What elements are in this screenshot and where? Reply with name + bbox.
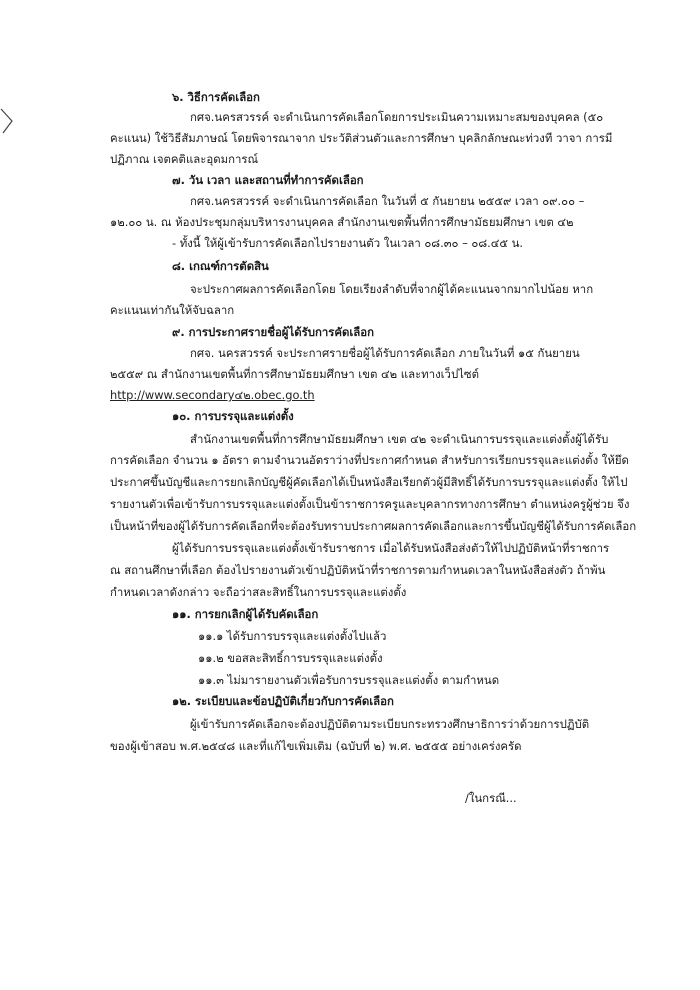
section-12-line-1: ผู้เข้ารับการคัดเลือกจะต้องปฏิบัติตามระเบียบกระทรวงศึกษาธิการว่าด้วยการปฏิบัติ — [190, 717, 590, 731]
secondary-website-link[interactable]: http://www.secondary๔๒.obec.go.th — [110, 388, 315, 402]
section-11-item-3: ๑๑.๓ ไม่มารายงานตัวเพื่อรับการบรรจุและแต่งตั้ง ตามกำหนด — [198, 673, 500, 687]
section-6-heading: ๖. วิธีการคัดเลือก — [172, 90, 260, 104]
section-11-heading: ๑๑. การยกเลิกผู้ได้รับคัดเลือก — [172, 607, 319, 621]
section-7-line-3: - ทั้งนี้ ให้ผู้เข้ารับการคัดเลือกไปรายงานตัว ในเวลา ๐๘.๓๐ – ๐๘.๔๕ น. — [172, 236, 524, 250]
margin-mark — [0, 108, 14, 134]
section-9-line-2: ๒๕๕๙ ณ สำนักงานเขตพื้นที่การศึกษามัธยมศึกษา เขต ๔๒ และทางเว็ปไซต์ — [110, 367, 480, 381]
section-8-line-1: จะประกาศผลการคัดเลือกโดย โดยเรียงลำดับที่จากผู้ได้คะแนนจากมากไปน้อย หาก — [190, 282, 594, 296]
section-7-heading: ๗. วัน เวลา และสถานที่ทำการคัดเลือก — [172, 173, 364, 187]
section-10-line-7: ณ สถานศึกษาที่เลือก ต้องไปรายงานตัวเข้าปฏิบัติหน้าที่ราชการตามกำหนดเวลาในหนังสือส่งตัว ถ้าพ้น — [110, 563, 606, 577]
section-8-line-2: คะแนนเท่ากันให้จับฉลาก — [110, 303, 235, 317]
section-10-line-4: รายงานตัวเพื่อเข้ารับการบรรจุและแต่งตั้งเป็นข้าราชการครูและบุคลากรทางการศึกษา ตำแหน่งครูผู้ช่วย จึง — [110, 497, 630, 511]
section-7-line-2: ๑๒.๐๐ น. ณ ห้องประชุมกลุ่มบริหารงานบุคคล สำนักงานเขตพื้นที่การศึกษามัธยมศึกษา เขต ๔๒ — [110, 215, 574, 229]
section-8-heading: ๘. เกณฑ์การตัดสิน — [172, 259, 269, 273]
section-7-line-1: กศจ.นครสวรรค์ จะดำเนินการคัดเลือก ในวันที่ ๕ กันยายน ๒๕๕๙ เวลา ๐๙.๐๐ – — [190, 194, 585, 208]
section-11-item-2: ๑๑.๒ ขอสละสิทธิ์การบรรจุและแต่งตั้ง — [198, 651, 383, 665]
section-6-line-2: คะแนน) ใช้วิธีสัมภาษณ์ โดยพิจารณาจาก ประวัติส่วนตัวและการศึกษา บุคลิกลักษณะท่วงที วาจา การมี — [110, 131, 613, 145]
section-11-item-1: ๑๑.๑ ได้รับการบรรจุและแต่งตั้งไปแล้ว — [198, 629, 387, 643]
section-12-heading: ๑๒. ระเบียบและข้อปฏิบัติเกี่ยวกับการคัดเลือก — [172, 694, 394, 708]
section-9-line-1: กศจ. นครสวรรค์ จะประกาศรายชื่อผู้ได้รับการคัดเลือก ภายในวันที่ ๑๕ กันยายน — [190, 346, 580, 360]
section-10-line-3: ประกาศขึ้นบัญชีและการยกเลิกบัญชีผู้คัดเลือกได้เป็นหนังสือเรียกตัวผู้มีสิทธิ์ได้รับการบรรจุและแต่งตั้ง ให้ไป — [110, 475, 628, 489]
section-10-heading: ๑๐. การบรรจุและแต่งตั้ง — [172, 409, 294, 423]
section-6-line-3: ปฏิภาณ เจตคติและอุดมการณ์ — [110, 152, 259, 166]
section-9-heading: ๙. การประกาศรายชื่อผู้ได้รับการคัดเลือก — [172, 325, 374, 339]
section-10-line-2: การคัดเลือก จำนวน ๑ อัตรา ตามจำนวนอัตราว่างที่ประกาศกำหนด สำหรับการเรียกบรรจุและแต่งตั้ง ให้ยึด — [110, 453, 629, 467]
section-10-line-1: สำนักงานเขตพื้นที่การศึกษามัธยมศึกษา เขต ๔๒ จะดำเนินการบรรจุและแต่งตั้งผู้ได้รับ — [190, 432, 609, 446]
section-6-line-1: กศจ.นครสวรรค์ จะดำเนินการคัดเลือกโดยการประเมินความเหมาะสมของบุคคล (๕๐ — [190, 110, 604, 124]
section-12-line-2: ของผู้เข้าสอบ พ.ศ.๒๕๔๘ และที่แก้ไขเพิ่มเติม (ฉบับที่ ๒) พ.ศ. ๒๕๕๕ อย่างเคร่งครัด — [110, 739, 522, 753]
continuation-note: /ในกรณี... — [465, 791, 517, 805]
section-10-line-8: กำหนดเวลาดังกล่าว จะถือว่าสละสิทธิ์ในการบรรจุและแต่งตั้ง — [110, 585, 407, 599]
section-10-line-5: เป็นหน้าที่ของผู้ได้รับการคัดเลือกที่จะต้องรับทราบประกาศผลการคัดเลือกและการขึ้นบัญชีผู้ได้รับการคัดเลือก — [110, 519, 637, 533]
section-10-line-6: ผู้ได้รับการบรรจุและแต่งตั้งเข้ารับราชการ เมื่อได้รับหนังสือส่งตัวให้ไปปฏิบัติหน้าที่ราชการ — [172, 541, 610, 555]
